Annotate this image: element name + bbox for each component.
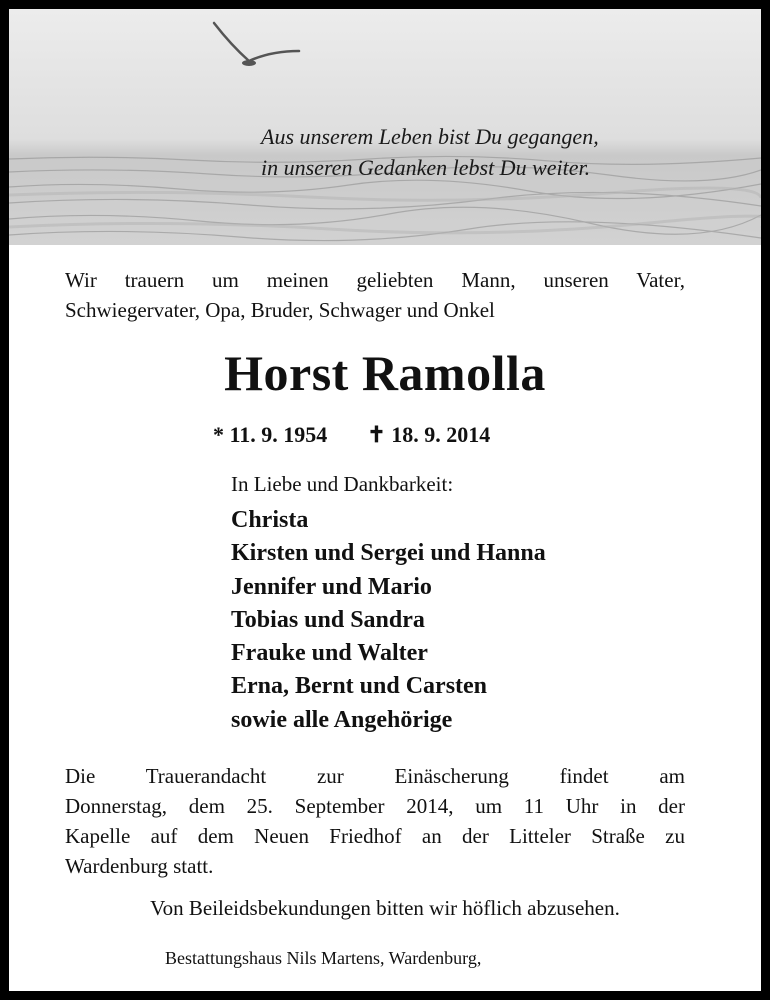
condolence-request: Von Beileidsbekundungen bitten wir höflich abzusehen.: [150, 896, 620, 920]
mourner-name: Frauke und Walter: [231, 640, 428, 667]
mourner-name: Jennifer und Mario: [231, 573, 432, 600]
mourners-heading: In Liebe und Dankbarkeit:: [231, 472, 454, 496]
mourner-name: Kirsten und Sergei und Hanna: [231, 540, 546, 567]
memorial-quote: [261, 121, 599, 183]
death-date: ✝ 18. 9. 2014: [367, 422, 491, 447]
service-line: Die Trauerandacht zur Einäscherung findet am: [65, 764, 685, 788]
quote-line: Aus unserem Leben bist Du gegangen,: [261, 124, 599, 149]
mourner-name: sowie alle Angehörige: [231, 706, 453, 733]
intro-line: Schwiegervater, Opa, Bruder, Schwager und Onkel: [65, 298, 495, 322]
mourners-list: [231, 504, 546, 737]
mourner-name: Christa: [231, 507, 309, 533]
birth-date: * 11. 9. 1954: [213, 422, 328, 447]
service-line: Wardenburg statt.: [65, 854, 214, 878]
quote-line: in unseren Gedanken lebst Du weiter.: [261, 155, 591, 180]
mourner-name: Tobias und Sandra: [231, 606, 425, 633]
intro-line: Wir trauern um meinen geliebten Mann, unseren Vater,: [65, 268, 685, 292]
funeral-home: Bestattungshaus Nils Martens, Wardenburg,: [165, 948, 482, 968]
service-announcement: [65, 761, 685, 881]
service-line: Kapelle auf dem Neuen Friedhof an der Litteler Straße zu: [65, 824, 685, 848]
life-dates: [213, 420, 490, 450]
sea-photo: [9, 9, 761, 245]
mourning-intro: [65, 265, 685, 325]
service-line: Donnerstag, dem 25. September 2014, um 11 Uhr in der: [65, 794, 685, 818]
deceased-name: Horst Ramolla: [224, 345, 546, 401]
mourner-name: Erna, Bernt und Carsten: [231, 673, 488, 700]
